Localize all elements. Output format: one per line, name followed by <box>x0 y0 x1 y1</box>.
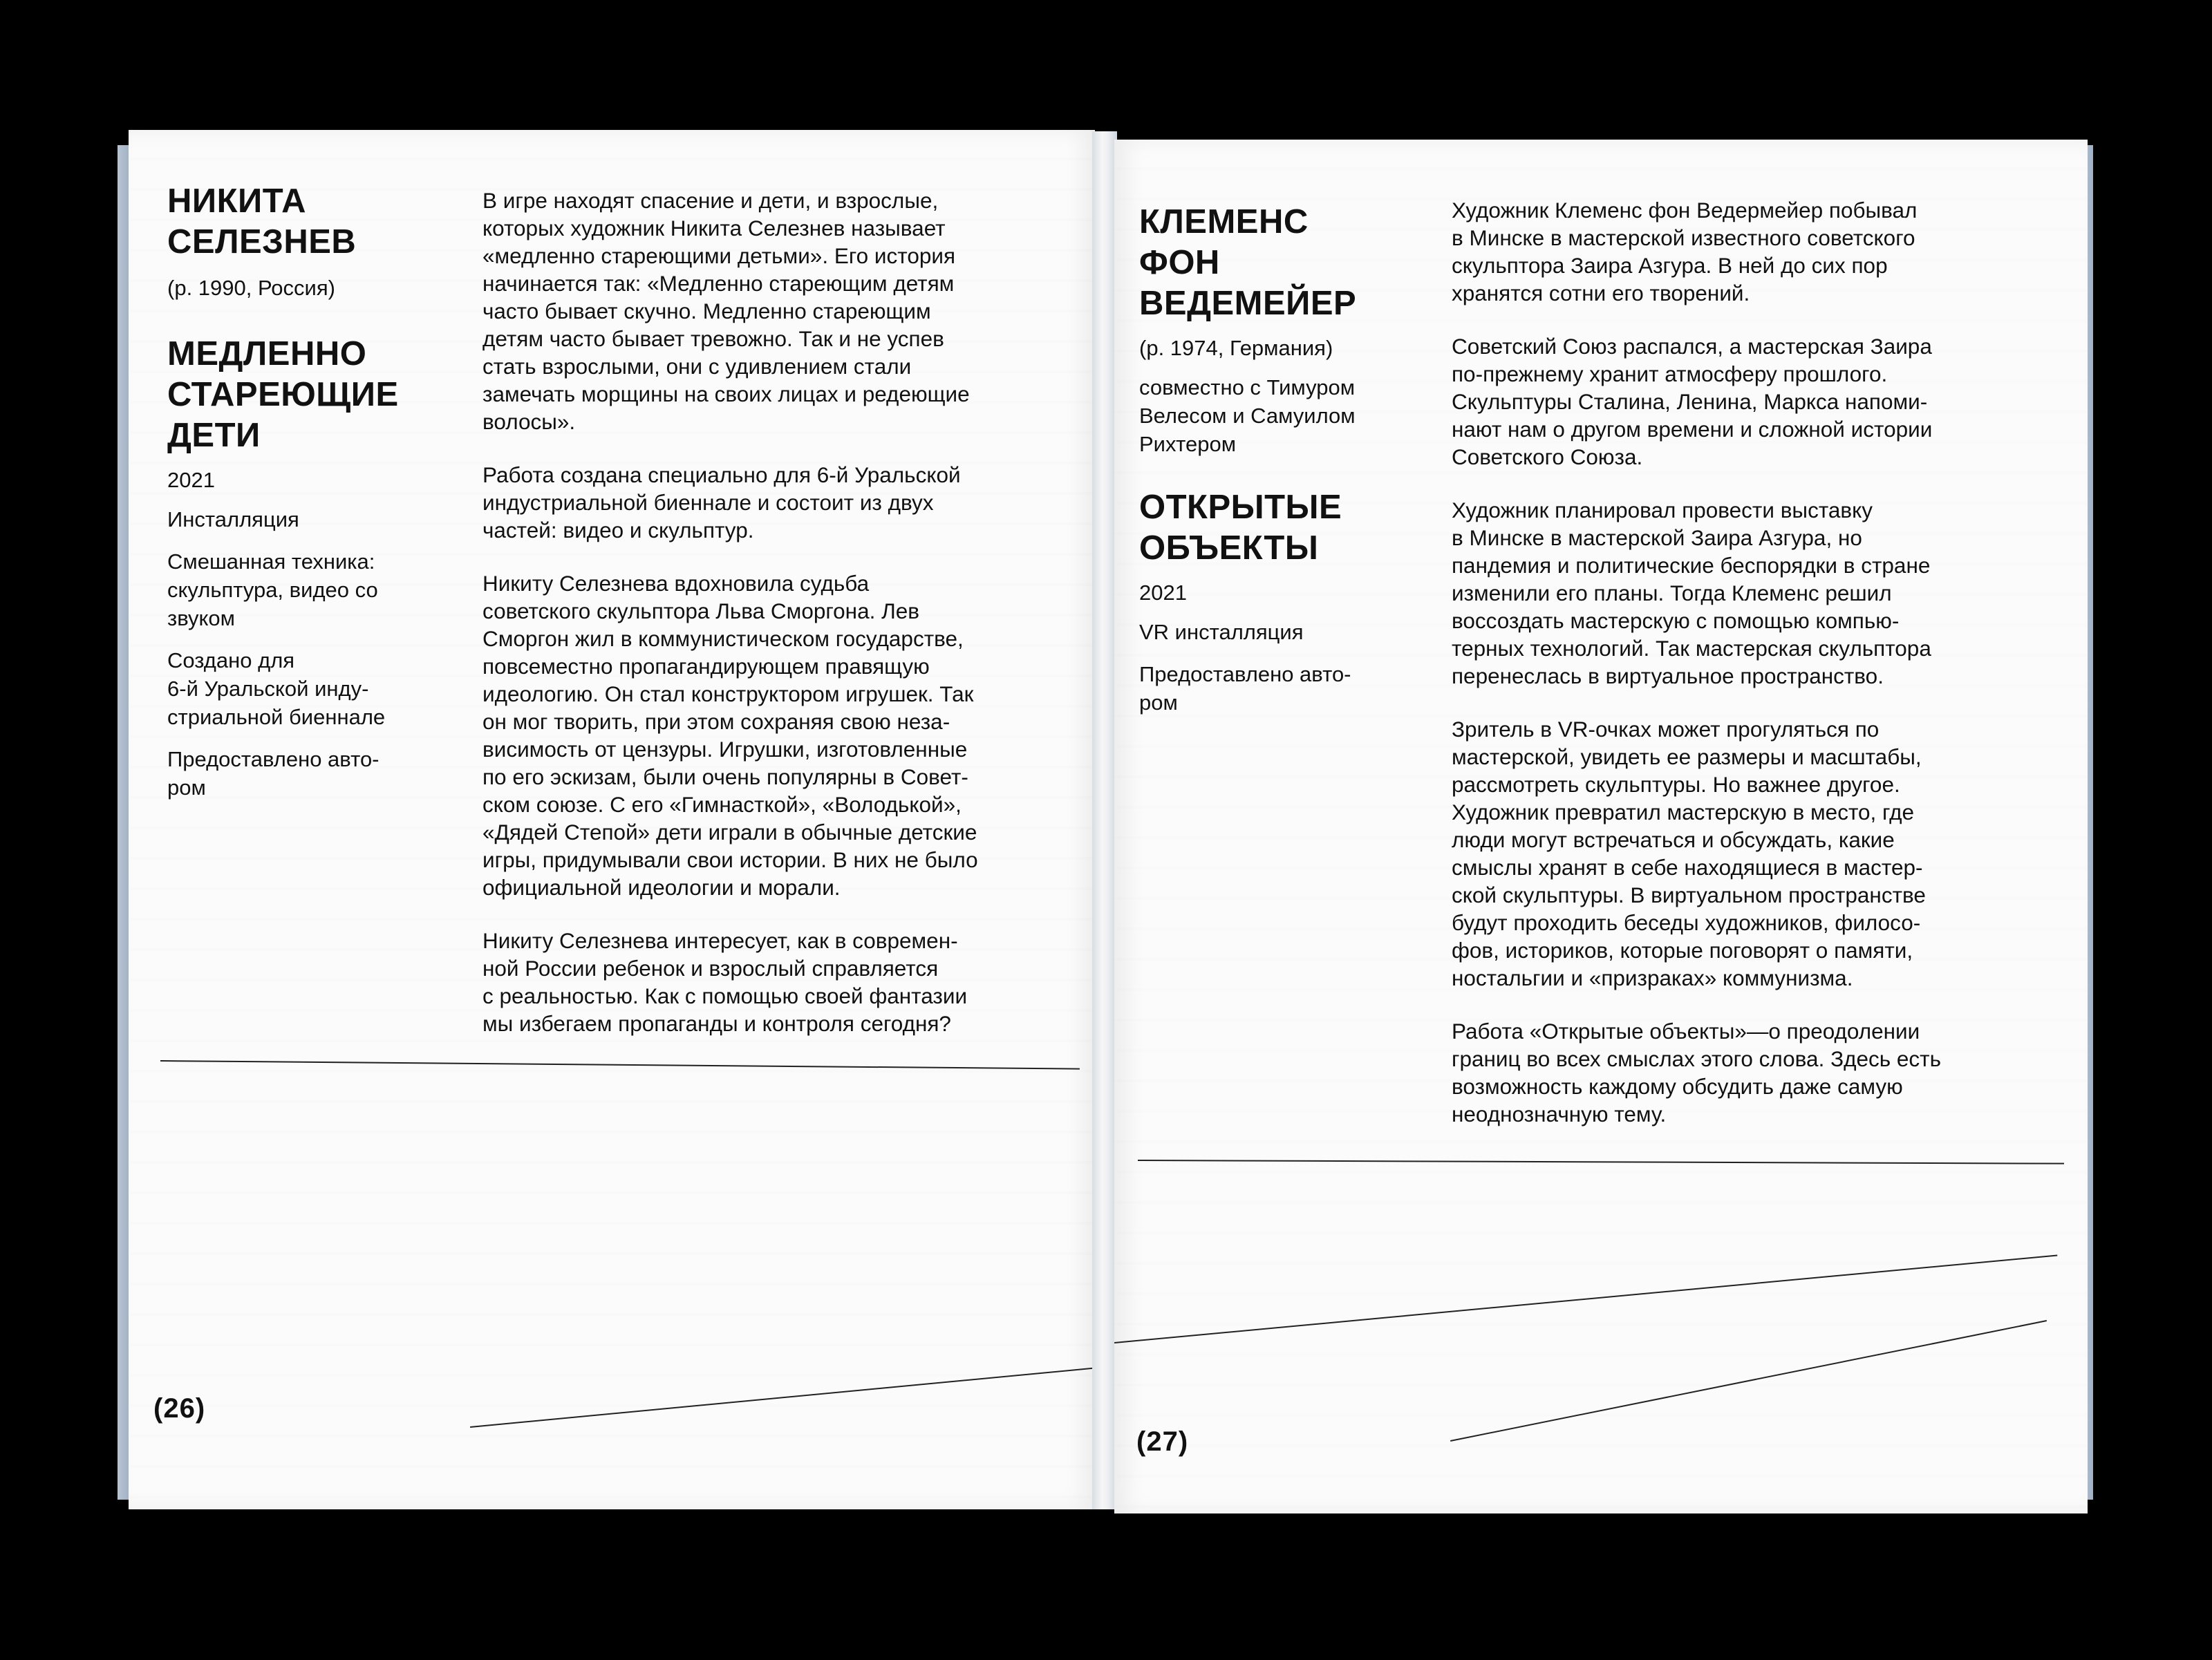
work-title: МЕДЛЕННО СТАРЕЮЩИЕ ДЕТИ <box>167 335 399 454</box>
work-created-for: Создано для 6-й Уральской инду- стриальной биеннале <box>167 648 386 729</box>
paragraph: В игре находят спасение и дети, и взрослые, которых художник Никита Селезнев называет «медленно стареющими детьми». Его история начинается так: «Медленно стареющим детям часто бывает скучно. Медленно стареющим детям часто бывает тревожно. Так и не успев стать взрослыми, они с удивлением стали замечать морщины на своих лицах и редеющие волосы». <box>482 188 970 434</box>
book-spine <box>1092 131 1117 1509</box>
description-left <box>482 187 1084 1063</box>
description-right <box>1452 196 2067 1153</box>
paragraph: Художник Клеменс фон Ведермейер побывал в Минске в мастерской известного советского скульптора Заира Азгура. В ней до сих пор хранятся сотни его творений. <box>1452 198 1918 305</box>
artist-collaborators: совместно с Тимуром Велесом и Самуилом Рихтером <box>1139 375 1356 456</box>
work-title: ОТКРЫТЫЕ ОБЪЕКТЫ <box>1139 489 1342 567</box>
left-page <box>129 130 1095 1509</box>
right-page <box>1114 140 2088 1513</box>
paragraph: Работа «Открытые объекты»—о преодолении границ во всех смыслах этого слова. Здесь есть возможность каждому обсудить даже самую неоднозначную тему. <box>1452 1019 1942 1126</box>
page-number: (26) <box>153 1393 206 1424</box>
artist-name: КЛЕМЕНС ФОН ВЕДЕМЕЙЕР <box>1139 203 1357 322</box>
artist-birth: (р. 1974, Германия) <box>1139 336 1333 360</box>
paragraph: Работа создана специально для 6-й Уральской индустриальной биеннале и состоит из двух частей: видео и скульптур. <box>482 462 961 543</box>
work-year: 2021 <box>167 468 215 492</box>
paragraph: Советский Союз распался, а мастерская Заира по-прежнему хранит атмосферу прошлого. Скульптуры Сталина, Ленина, Маркса напоми- нают нам о другом времени и сложной истории Советского Союза. <box>1452 334 1933 469</box>
artist-birth: (р. 1990, Россия) <box>167 276 335 300</box>
paragraph: Никиту Селезнева интересует, как в современ- ной России ребенок и взрослый справляется с реальностью. Как с помощью своей фантазии мы избегаем пропаганды и контроля сегодня? <box>482 928 968 1036</box>
artist-name: НИКИТА СЕЛЕЗНЕВ <box>167 182 357 261</box>
work-credit: Предоставлено авто- ром <box>167 747 379 800</box>
work-credit: Предоставлено авто- ром <box>1139 662 1351 715</box>
page-number: (27) <box>1136 1426 1189 1457</box>
paragraph: Художник планировал провести выставку в Минске в мастерской Заира Азгура, но пандемия и политические беспорядки в стране изменили его планы. Тогда Клеменс решил воссоздать мастерскую с помощью компью- терных технологий. Так мастерская скульптора перенеслась в виртуальное пространство. <box>1452 498 1931 688</box>
work-medium: Смешанная техника: скульптура, видео со звуком <box>167 549 378 630</box>
paragraph: Зритель в VR-очках может прогуляться по мастерской, увидеть ее размеры и масштабы, рассмотреть скульптуры. Но важнее другое. Художник превратил мастерскую в место, где люди могут встречаться и обсуждать, какие смыслы хранят в себе находящиеся в мастер- ской скульптуры. В виртуальном пространстве будут проходить беседы художников, филосо- фов, историков, которые поговорят о памяти, ностальгии и «призраках» коммунизма. <box>1452 717 1926 990</box>
work-year: 2021 <box>1139 581 1187 605</box>
artist-info-right <box>1139 202 1464 717</box>
paragraph: Никиту Селезнева вдохновила судьба советского скульптора Льва Сморгона. Лев Сморгон жил в коммунистическом государстве, повсеместно пропагандирующем правящую идеологию. Он стал конструктором игрушек. Так он мог творить, при этом сохраняя свою неза- висимость от цензуры. Игрушки, изготовленные по его эскизам, были очень популярны в Совет- ском союзе. С его «Гимнасткой», «Володькой», «Дядей Степой» дети играли в обычные детские игры, придумывали свои истории. В них не было официальной идеологии и морали. <box>482 571 978 900</box>
work-type: Инсталляция <box>167 507 299 531</box>
work-type: VR инсталляция <box>1139 620 1304 644</box>
